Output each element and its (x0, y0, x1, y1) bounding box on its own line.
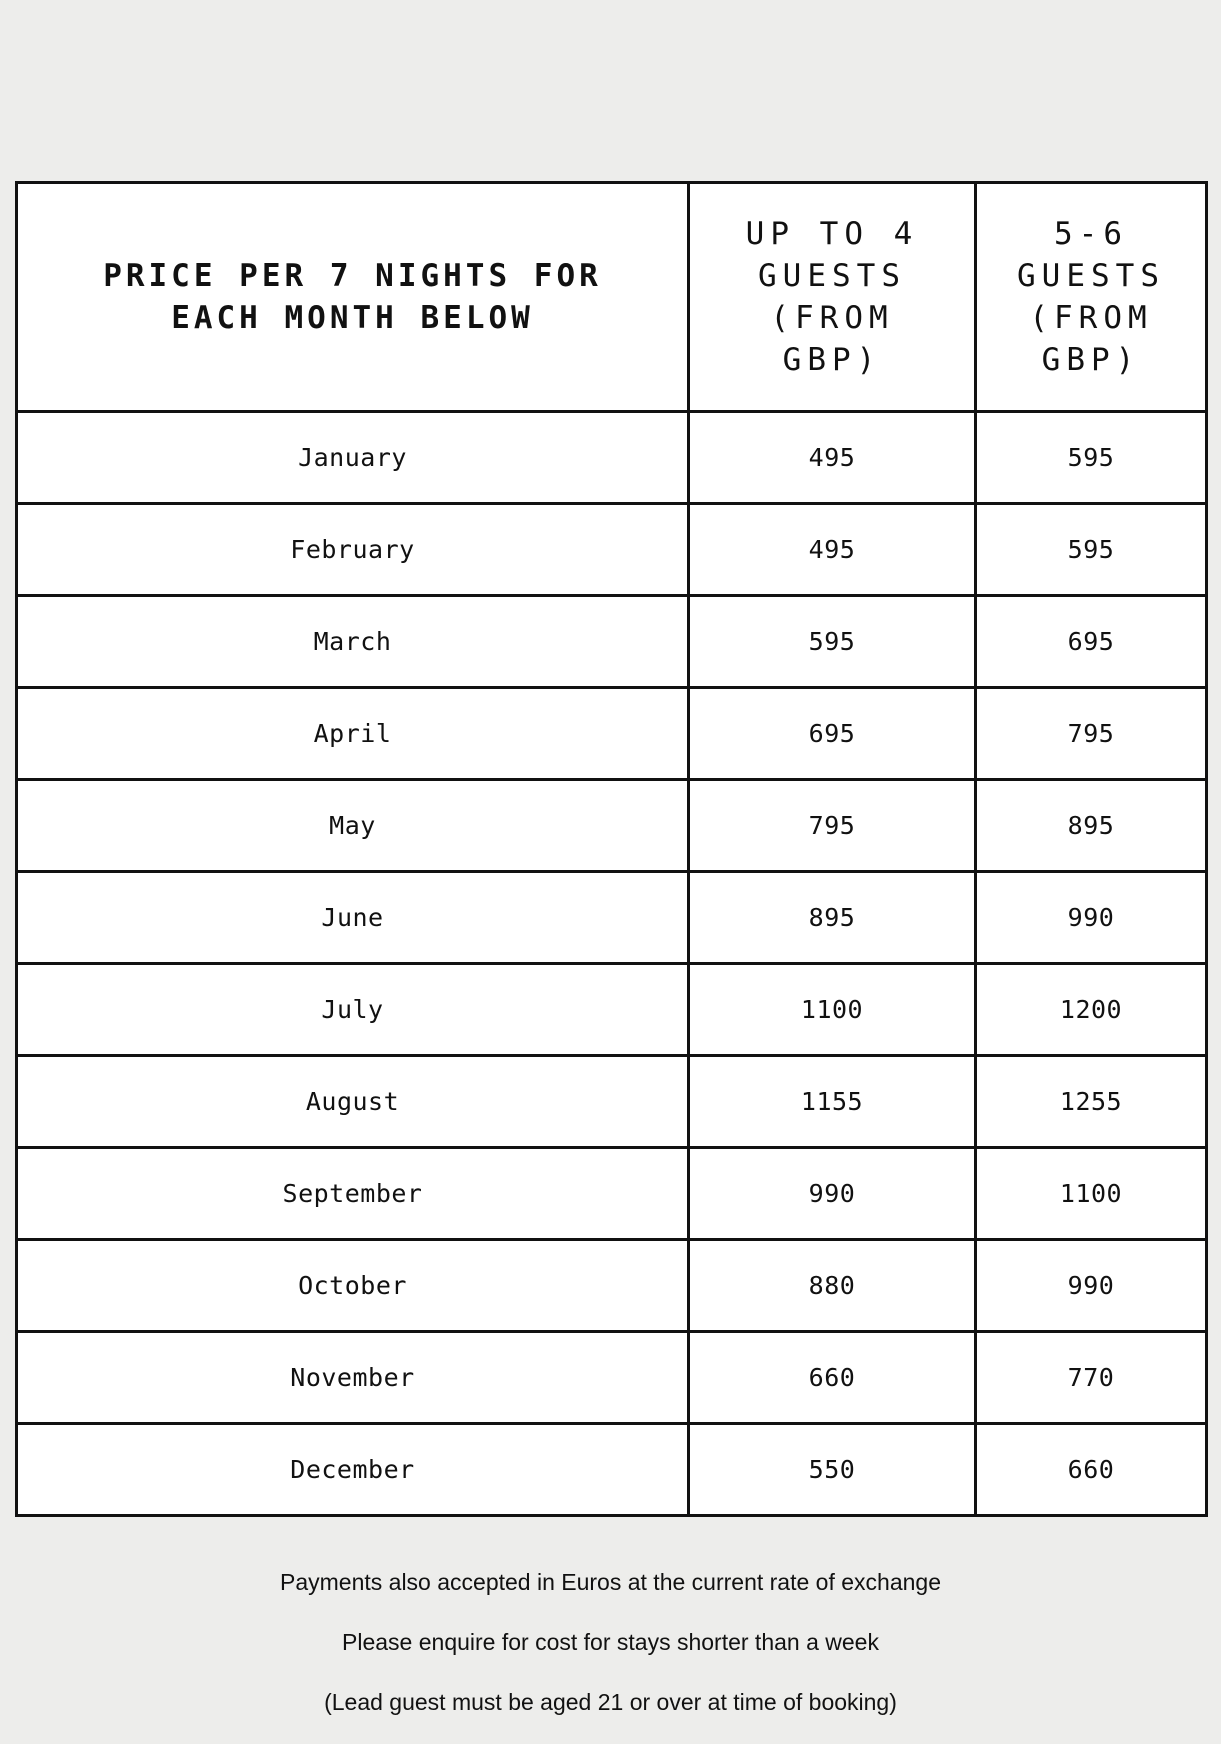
price-up-to-4-cell: 795 (689, 780, 976, 872)
note-lead-guest-age: (Lead guest must be aged 21 or over at time of booking) (324, 1689, 897, 1715)
table-row (17, 872, 1207, 964)
price-5-6-cell: 595 (976, 412, 1207, 504)
price-5-6-cell: 895 (976, 780, 1207, 872)
month-cell: November (17, 1332, 689, 1424)
month-cell: July (17, 964, 689, 1056)
price-up-to-4-cell: 495 (689, 412, 976, 504)
price-5-6-cell: 770 (976, 1332, 1207, 1424)
header-5-6-guests: 5-6 GUESTS (FROM GBP) (976, 183, 1207, 412)
table-header (17, 183, 1207, 412)
price-5-6-cell: 990 (976, 1240, 1207, 1332)
month-cell: May (17, 780, 689, 872)
header-up-to-4-guests: UP TO 4 GUESTS (FROM GBP) (689, 183, 976, 412)
month-cell: June (17, 872, 689, 964)
table-row (17, 1332, 1207, 1424)
notes-section (0, 1564, 1221, 1744)
price-5-6-cell: 1200 (976, 964, 1207, 1056)
table-row (17, 1148, 1207, 1240)
price-5-6-cell: 595 (976, 504, 1207, 596)
header-row (17, 183, 1207, 412)
note-payment-euros: Payments also accepted in Euros at the current rate of exchange (280, 1569, 941, 1595)
month-cell: April (17, 688, 689, 780)
price-up-to-4-cell: 990 (689, 1148, 976, 1240)
table-row (17, 596, 1207, 688)
price-5-6-cell: 1100 (976, 1148, 1207, 1240)
table-row (17, 412, 1207, 504)
month-cell: September (17, 1148, 689, 1240)
price-up-to-4-cell: 595 (689, 596, 976, 688)
price-up-to-4-cell: 550 (689, 1424, 976, 1516)
table-row (17, 780, 1207, 872)
price-5-6-cell: 695 (976, 596, 1207, 688)
price-up-to-4-cell: 895 (689, 872, 976, 964)
header-price-per-7-nights: PRICE PER 7 NIGHTS FOR EACH MONTH BELOW (17, 183, 689, 412)
price-up-to-4-cell: 1155 (689, 1056, 976, 1148)
month-cell: February (17, 504, 689, 596)
price-up-to-4-cell: 495 (689, 504, 976, 596)
price-up-to-4-cell: 880 (689, 1240, 976, 1332)
table-row (17, 1240, 1207, 1332)
month-cell: December (17, 1424, 689, 1516)
price-up-to-4-cell: 660 (689, 1332, 976, 1424)
note-shorter-stays: Please enquire for cost for stays shorter than a week (342, 1629, 879, 1655)
table-row (17, 964, 1207, 1056)
month-cell: October (17, 1240, 689, 1332)
table-row (17, 504, 1207, 596)
price-table (15, 181, 1208, 1517)
month-cell: January (17, 412, 689, 504)
table-row (17, 1056, 1207, 1148)
table-row (17, 688, 1207, 780)
month-cell: August (17, 1056, 689, 1148)
price-5-6-cell: 660 (976, 1424, 1207, 1516)
price-up-to-4-cell: 1100 (689, 964, 976, 1056)
table-row (17, 1424, 1207, 1516)
price-5-6-cell: 1255 (976, 1056, 1207, 1148)
table-body (17, 412, 1207, 1516)
price-5-6-cell: 990 (976, 872, 1207, 964)
price-5-6-cell: 795 (976, 688, 1207, 780)
price-up-to-4-cell: 695 (689, 688, 976, 780)
month-cell: March (17, 596, 689, 688)
